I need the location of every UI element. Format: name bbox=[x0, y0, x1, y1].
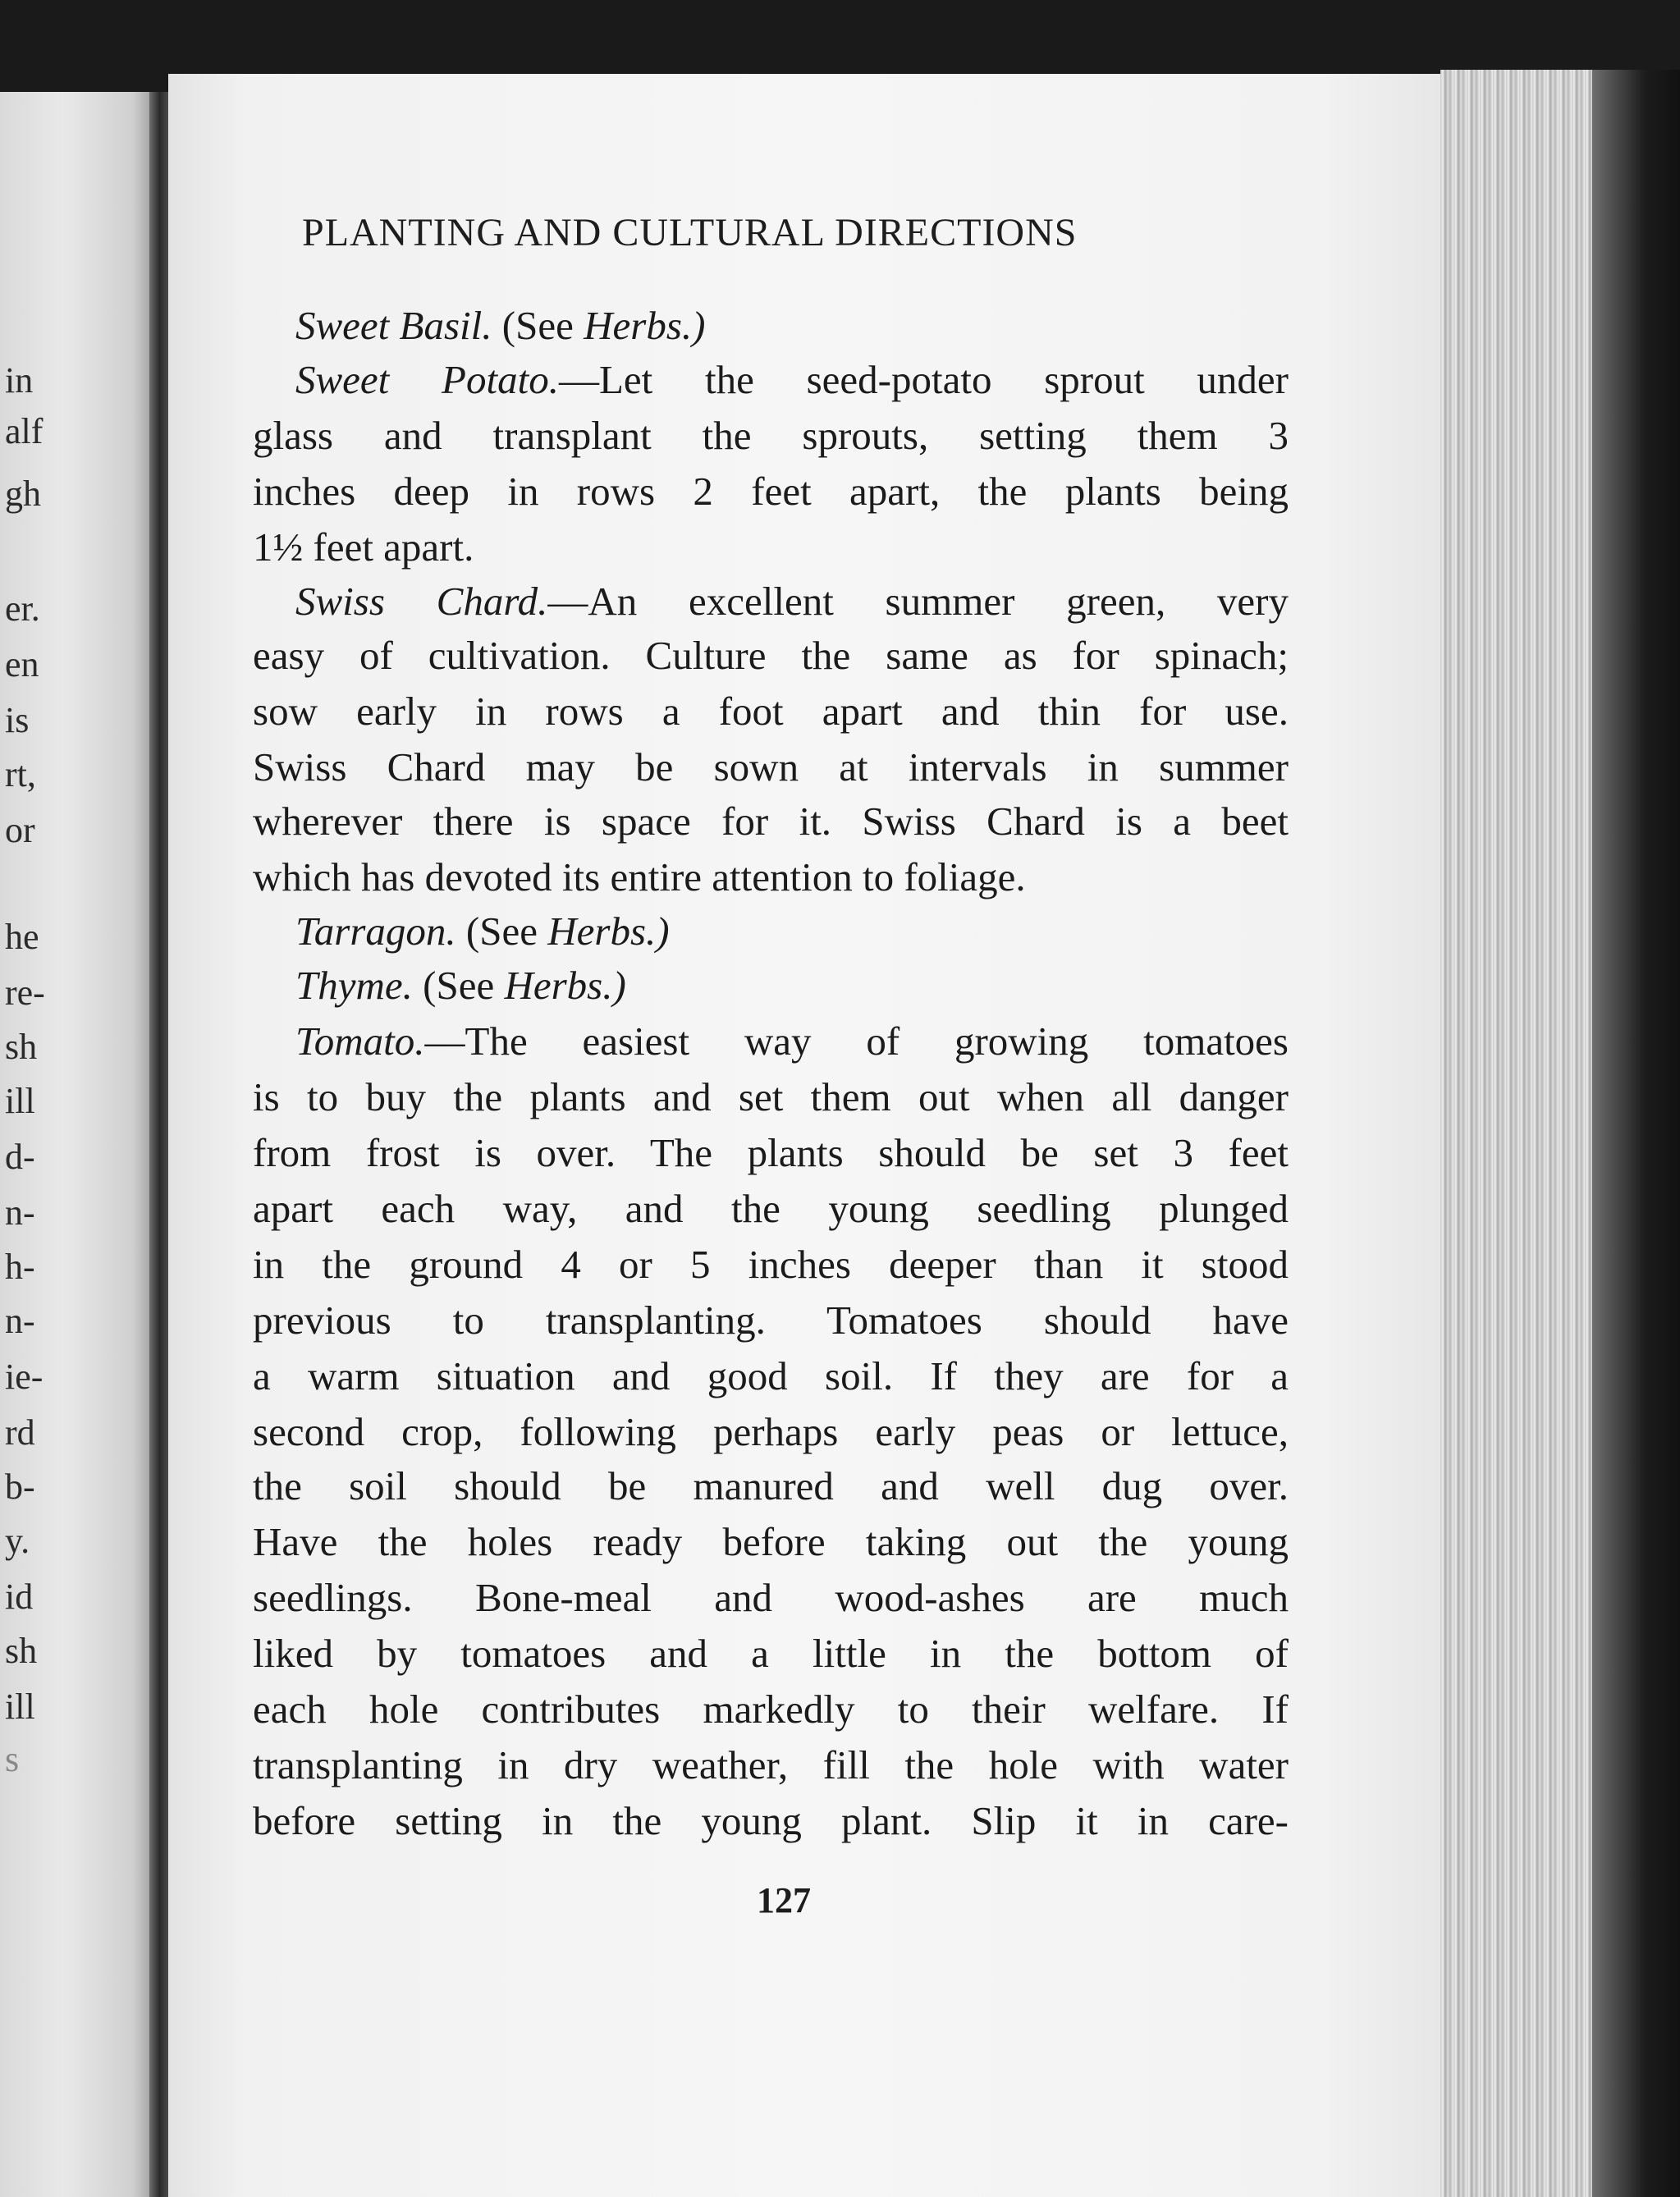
entry-term: Thyme. bbox=[295, 963, 413, 1008]
facing-page-left bbox=[0, 92, 156, 2197]
left-fragment: er. bbox=[5, 588, 40, 629]
page-number: 127 bbox=[757, 1880, 811, 1920]
entry-term: Tomato. bbox=[295, 1018, 425, 1064]
text-line: each hole contributes markedly to their welfare. If bbox=[253, 1687, 1289, 1732]
left-fragment: h- bbox=[5, 1247, 35, 1287]
text-line: liked by tomatoes and a little in the bottom of bbox=[253, 1631, 1289, 1676]
cross-reference: Herbs.) bbox=[504, 963, 626, 1008]
left-fragment: b- bbox=[5, 1467, 35, 1507]
left-fragment: he bbox=[5, 917, 39, 957]
entry-sweet-potato bbox=[295, 359, 1289, 400]
page-edges bbox=[1440, 70, 1604, 2197]
left-fragment: n- bbox=[5, 1301, 35, 1341]
text-line: the soil should be manured and well dug over. bbox=[253, 1463, 1289, 1508]
left-fragment: ill bbox=[5, 1687, 35, 1727]
entry-tomato bbox=[295, 1018, 1289, 1064]
entry-term: Sweet Basil. bbox=[295, 303, 492, 348]
text-line: a warm situation and good soil. If they are for a bbox=[253, 1353, 1289, 1398]
entry-swiss-chard bbox=[295, 579, 1289, 624]
line-text: —The easiest way of growing tomatoes bbox=[424, 1018, 1289, 1064]
left-fragment: ill bbox=[5, 1081, 35, 1121]
entry-sweet-basil bbox=[295, 305, 705, 346]
line-text: —Let the seed-potato sprout under bbox=[558, 357, 1289, 402]
cross-reference: Herbs.) bbox=[584, 303, 706, 348]
text-line: glass and transplant the sprouts, setting them 3 bbox=[253, 413, 1289, 458]
left-fragment: rd bbox=[5, 1412, 35, 1453]
left-fragment: re- bbox=[5, 973, 45, 1013]
text-line: Swiss Chard may be sown at intervals in summer bbox=[253, 744, 1289, 790]
left-fragment: id bbox=[5, 1577, 34, 1617]
cross-reference: Herbs.) bbox=[547, 909, 670, 954]
left-fragment: ie- bbox=[5, 1357, 43, 1397]
text-line: easy of cultivation. Culture the same as for spinach; bbox=[253, 633, 1289, 678]
left-fragment: rt, bbox=[5, 754, 36, 794]
text-line: apart each way, and the young seedling plunged bbox=[253, 1186, 1289, 1231]
left-fragment: d- bbox=[5, 1137, 35, 1177]
page-edges-shadow bbox=[1592, 70, 1680, 2197]
text-line: is to buy the plants and set them out when all danger bbox=[253, 1074, 1289, 1119]
line-text: (See bbox=[455, 909, 548, 954]
left-fragment: in bbox=[5, 360, 34, 400]
left-fragment: or bbox=[5, 810, 35, 850]
text-line: in the ground 4 or 5 inches deeper than it stood bbox=[253, 1242, 1289, 1287]
entry-tarragon bbox=[295, 909, 670, 954]
left-fragment: s bbox=[5, 1739, 20, 1779]
entry-term: Sweet Potato. bbox=[295, 357, 559, 402]
left-fragment: is bbox=[5, 700, 30, 740]
entry-term: Swiss Chard. bbox=[295, 579, 548, 624]
text-line: from frost is over. The plants should be set 3 feet bbox=[253, 1130, 1289, 1175]
text-line: transplanting in dry weather, fill the hole with water bbox=[253, 1742, 1289, 1787]
left-fragment: n- bbox=[5, 1192, 35, 1233]
text-line: previous to transplanting. Tomatoes should have bbox=[253, 1298, 1289, 1343]
text-line: wherever there is space for it. Swiss Chard is a beet bbox=[253, 799, 1289, 844]
left-fragment: sh bbox=[5, 1027, 38, 1067]
left-fragment: alf bbox=[5, 411, 43, 451]
line-text: —An excellent summer green, very bbox=[547, 579, 1289, 624]
entry-term: Tarragon. bbox=[295, 909, 456, 954]
running-head: PLANTING AND CULTURAL DIRECTIONS bbox=[302, 211, 1078, 254]
text-line: sow early in rows a foot apart and thin for use. bbox=[253, 689, 1289, 734]
text-line: Have the holes ready before taking out the young bbox=[253, 1519, 1289, 1564]
left-fragment: y. bbox=[5, 1521, 30, 1561]
line-text: (See bbox=[412, 963, 505, 1008]
left-fragment: sh bbox=[5, 1631, 38, 1671]
entry-thyme bbox=[295, 963, 626, 1008]
left-fragment: gh bbox=[5, 474, 41, 514]
text-line: 1½ feet apart. bbox=[253, 524, 474, 570]
text-line: which has devoted its entire attention to foliage. bbox=[253, 854, 1026, 899]
line-text: (See bbox=[492, 303, 584, 348]
text-line: seedlings. Bone-meal and wood-ashes are much bbox=[253, 1575, 1289, 1620]
left-fragment: en bbox=[5, 644, 39, 684]
text-line: before setting in the young plant. Slip it in care- bbox=[253, 1798, 1289, 1843]
text-line: inches deep in rows 2 feet apart, the plants being bbox=[253, 469, 1289, 514]
text-line: second crop, following perhaps early peas or lettuce, bbox=[253, 1409, 1289, 1454]
